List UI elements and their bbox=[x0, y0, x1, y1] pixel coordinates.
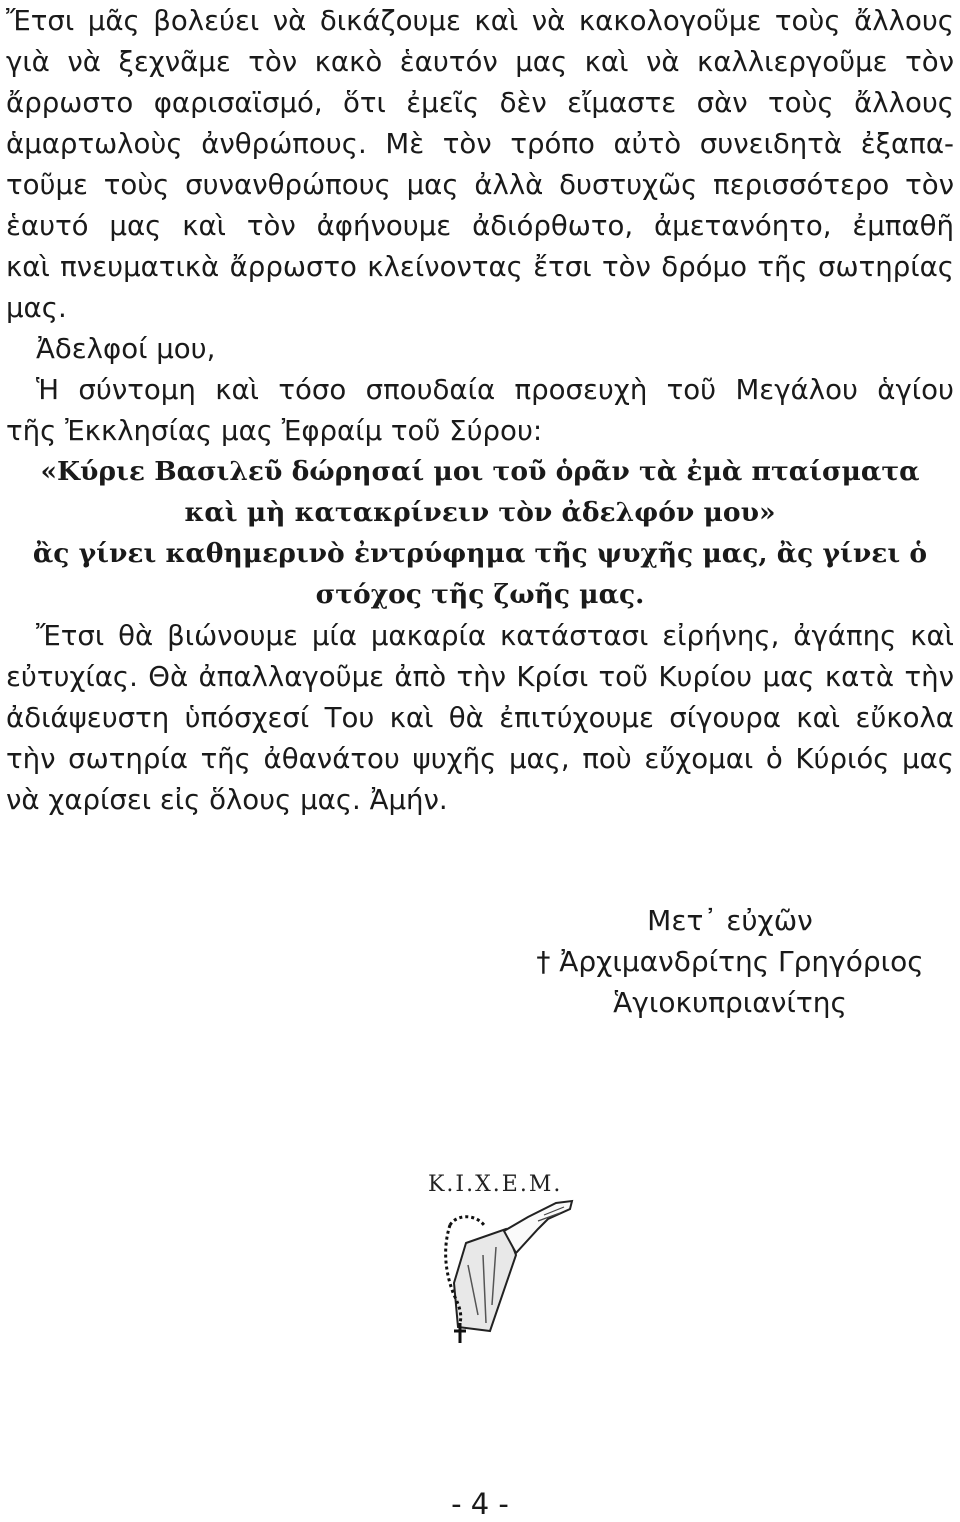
text-line: τὴν σωτηρία τῆς ἀθανάτου ψυχῆς μας, ποὺ εὔχομαι ὁ Κύριός μας bbox=[6, 742, 954, 775]
signature-name: † Ἀρχιμανδρίτης Γρηγόριος bbox=[536, 945, 924, 978]
text-line: καὶ πνευματικὰ ἄρρωστο κλείνοντας ἔτσι τὸν δρόμο τῆς σωτηρίας bbox=[6, 250, 954, 283]
text-line: Ἡ σύντομη καὶ τόσο σπουδαία προσευχὴ τοῦ Μεγάλου ἁγίου bbox=[36, 373, 954, 406]
salutation: Ἀδελφοί μου, bbox=[36, 332, 216, 365]
prayer-line: ἂς γίνει καθημερινὸ ἐντρύφημα τῆς ψυχῆς μας, ἂς γίνει ὁ bbox=[32, 538, 928, 569]
signature-title: Ἁγιοκυπριανίτης bbox=[613, 986, 847, 1019]
text-line: τοῦμε τοὺς συνανθρώπους μας ἀλλὰ δυστυχῶς περισσότερο τὸν bbox=[6, 168, 954, 201]
illustration-caption: Κ.Ι.Χ.Ε.Μ. bbox=[428, 1172, 563, 1197]
prayer-line: καὶ μὴ κατακρίνειν τὸν ἀδελφόν μου» bbox=[184, 497, 776, 528]
text-line: Ἔτσι θὰ βιώνουμε μία μακαρία κατάστασι εἰρήνης, ἀγάπης καὶ bbox=[36, 619, 954, 652]
text-line: εὐτυχίας. Θὰ ἀπαλλαγοῦμε ἀπὸ τὴν Κρίσι τοῦ Κυρίου μας κατὰ τὴν bbox=[6, 660, 954, 693]
prayer-line: «Κύριε Βασιλεῦ δώρησαί μοι τοῦ ὁρᾶν τὰ ἐμὰ πταίσματα bbox=[40, 456, 920, 487]
text-line: μας. bbox=[6, 291, 67, 324]
text-line: γιὰ νὰ ξεχνᾶμε τὸν κακὸ ἑαυτόν μας καὶ νὰ καλλιεργοῦμε τὸν bbox=[6, 45, 954, 78]
text-line: ἄρρωστο φαρισαϊσμό, ὅτι ἐμεῖς δὲν εἴμαστε σὰν τοὺς ἄλλους bbox=[6, 86, 954, 119]
text-line: ἑαυτό μας καὶ τὸν ἀφήνουμε ἀδιόρθωτο, ἀμετανόητο, ἐμπαθῆ bbox=[6, 209, 954, 242]
prayer-line: στόχος τῆς ζωῆς μας. bbox=[315, 579, 645, 610]
page-number: - 4 - bbox=[451, 1487, 509, 1521]
text-line: ἁμαρτωλοὺς ἀνθρώπους. Μὲ τὸν τρόπο αὐτὸ συνειδητὰ ἐξαπα- bbox=[6, 127, 954, 160]
text-line: τῆς Ἐκκλησίας μας Ἐφραίμ τοῦ Σύρου: bbox=[6, 414, 543, 447]
signature-block bbox=[520, 900, 940, 1023]
main-text bbox=[6, 0, 954, 820]
text-line: Ἔτσι μᾶς βολεύει νὰ δικάζουμε καὶ νὰ κακολογοῦμε τοὺς ἄλλους bbox=[6, 4, 954, 37]
praying-hand-with-prayer-rope-icon bbox=[388, 1155, 588, 1345]
text-line: νὰ χαρίσει εἰς ὅλους μας. Ἀμήν. bbox=[6, 783, 448, 816]
signature-greeting: Μετ᾽ εὐχῶν bbox=[647, 904, 813, 937]
text-line: ἀδιάψευστη ὑπόσχεσί Του καὶ θὰ ἐπιτύχουμε σίγουρα καὶ εὔκολα bbox=[6, 701, 954, 734]
